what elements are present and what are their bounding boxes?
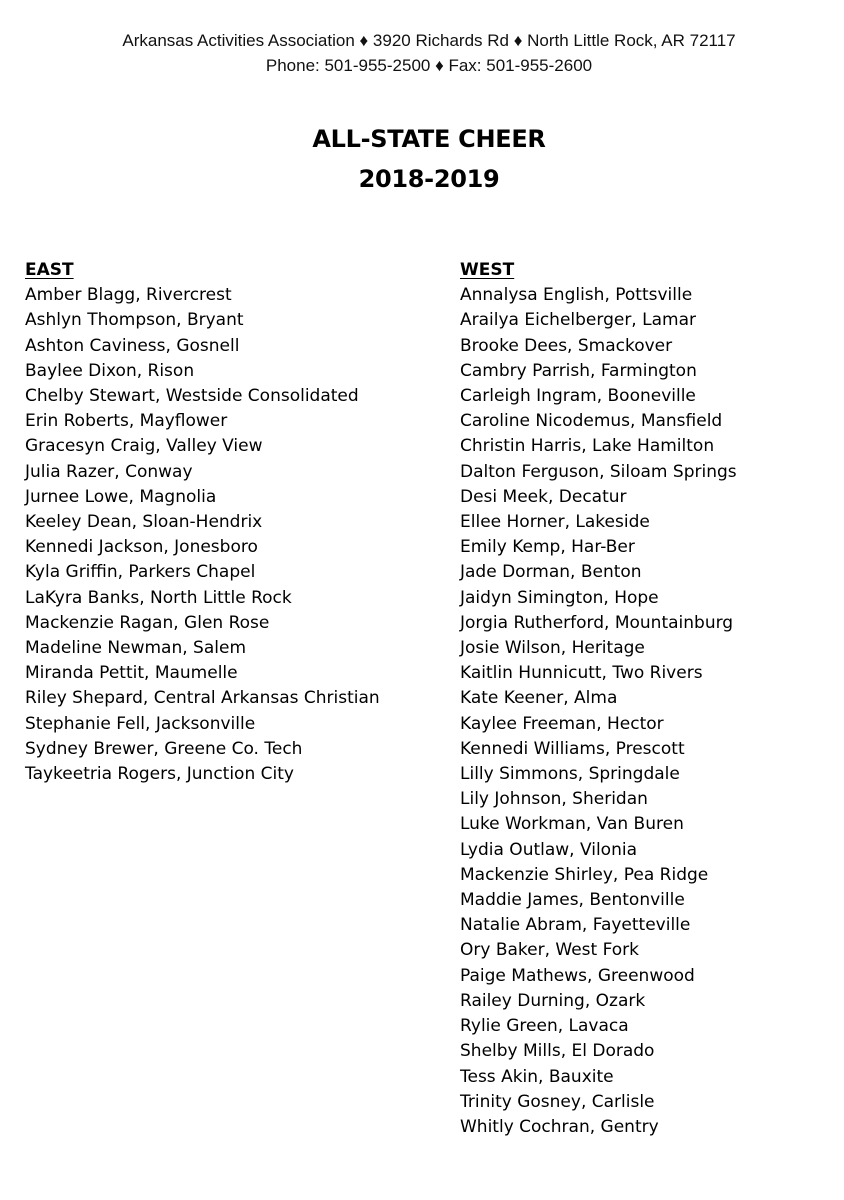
list-item: Amber Blagg, Rivercrest [25,285,232,306]
list-item: Ellee Horner, Lakeside [460,512,650,533]
list-item: Luke Workman, Van Buren [460,814,684,835]
east-heading: EAST [25,260,74,280]
list-item: Natalie Abram, Fayetteville [460,915,691,936]
list-item: Julia Razer, Conway [25,461,193,482]
list-item: Madeline Newman, Salem [25,638,247,659]
west-heading: WEST [460,260,515,280]
list-item: Ashlyn Thompson, Bryant [25,310,244,331]
list-item: Baylee Dixon, Rison [25,360,195,381]
list-item: Trinity Gosney, Carlisle [460,1091,655,1112]
title-year: 2018-2019 [358,165,500,193]
list-item: Stephanie Fell, Jacksonville [25,713,256,734]
list-item: Riley Shepard, Central Arkansas Christian [25,688,380,709]
list-item: Kennedi Jackson, Jonesboro [25,537,258,558]
east-column [25,258,380,787]
list-item: Sydney Brewer, Greene Co. Tech [25,738,303,759]
list-item: Lydia Outlaw, Vilonia [460,839,637,860]
list-item: Kaitlin Hunnicutt, Two Rivers [460,663,703,684]
list-item: Lilly Simmons, Springdale [460,764,680,785]
organization-address: Arkansas Activities Association ♦ 3920 Richards Rd ♦ North Little Rock, AR 72117 [122,31,736,50]
title-main: ALL-STATE CHEER [312,125,546,153]
list-item: Annalysa English, Pottsville [460,285,693,306]
list-item: Keeley Dean, Sloan-Hendrix [25,512,263,533]
list-item: Emily Kemp, Har-Ber [460,537,635,558]
list-item: Caroline Nicodemus, Mansfield [460,411,723,432]
list-item: Lily Johnson, Sheridan [460,789,648,810]
list-item: Josie Wilson, Heritage [460,638,645,659]
list-item: Kaylee Freeman, Hector [460,713,664,734]
list-item: Jorgia Rutherford, Mountainburg [460,612,734,633]
list-item: Dalton Ferguson, Siloam Springs [460,461,737,482]
list-item: Whitly Cochran, Gentry [460,1116,659,1137]
list-item: Desi Meek, Decatur [460,486,627,507]
list-item: Jade Dorman, Benton [460,562,642,583]
list-item: Kennedi Williams, Prescott [460,738,685,759]
list-item: Mackenzie Ragan, Glen Rose [25,612,270,633]
list-item: Kyla Griffin, Parkers Chapel [25,562,256,583]
list-item: Kate Keener, Alma [460,688,618,709]
list-item: Rylie Green, Lavaca [460,1016,629,1037]
list-item: Paige Mathews, Greenwood [460,965,695,986]
list-item: Chelby Stewart, Westside Consolidated [25,386,359,407]
list-item: Jurnee Lowe, Magnolia [25,486,217,507]
list-item: Taykeetria Rogers, Junction City [25,764,294,785]
list-item: Arailya Eichelberger, Lamar [460,310,696,331]
list-item: Carleigh Ingram, Booneville [460,386,696,407]
contact-numbers: Phone: 501-955-2500 ♦ Fax: 501-955-2600 [265,56,593,75]
list-item: Shelby Mills, El Dorado [460,1041,655,1062]
list-item: Maddie James, Bentonville [460,890,685,911]
west-column [460,258,737,1140]
east-list [25,283,380,787]
list-item: Jaidyn Simington, Hope [460,587,659,608]
list-item: Railey Durning, Ozark [460,990,646,1011]
list-item: Tess Akin, Bauxite [460,1066,614,1087]
west-list [460,283,737,1140]
list-item: Ory Baker, West Fork [460,940,640,961]
list-item: Christin Harris, Lake Hamilton [460,436,715,457]
list-item: LaKyra Banks, North Little Rock [25,587,292,608]
list-item: Ashton Caviness, Gosnell [25,335,240,356]
list-item: Cambry Parrish, Farmington [460,360,697,381]
list-item: Miranda Pettit, Maumelle [25,663,238,684]
list-item: Brooke Dees, Smackover [460,335,673,356]
list-item: Erin Roberts, Mayflower [25,411,228,432]
list-item: Gracesyn Craig, Valley View [25,436,263,457]
list-item: Mackenzie Shirley, Pea Ridge [460,864,709,885]
